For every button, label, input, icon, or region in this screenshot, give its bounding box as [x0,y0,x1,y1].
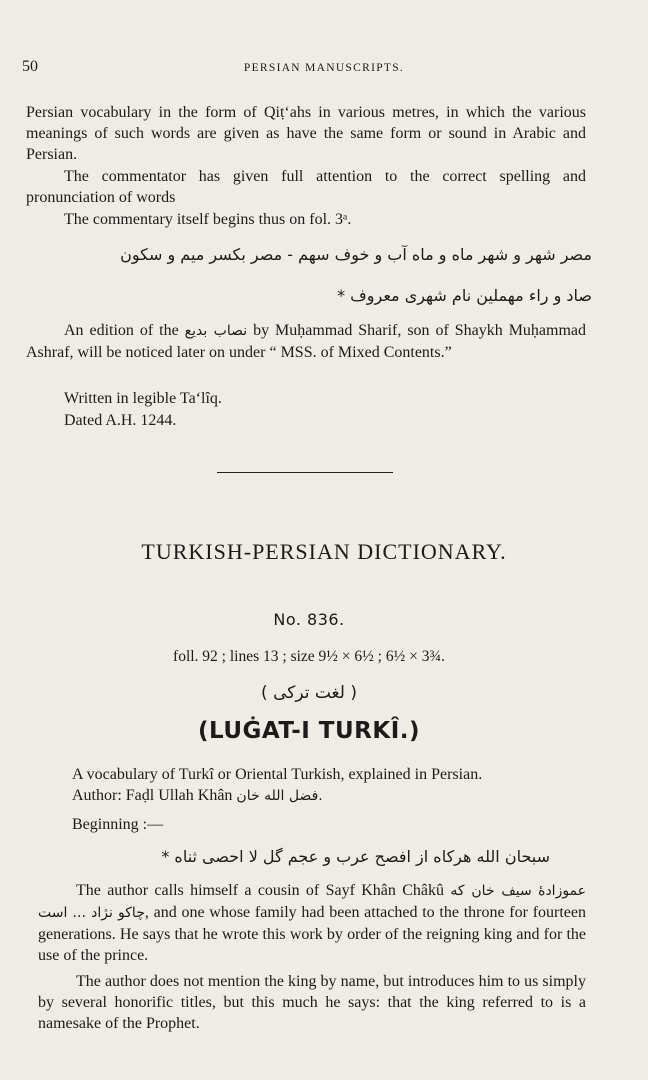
edition-note-arabic: نصاب بدیع [184,323,248,339]
prev-entry-paragraph-2 [26,166,586,208]
arabic-title: ( لغت ترکی ) [261,683,357,703]
section-divider [217,472,393,473]
page-number: 50 [22,58,38,75]
beginning-quote: سبحان الله هرکاه از افصح عرب و عجم گل لا احصی ثناه * [161,847,550,866]
transliterated-title: (LUĠAT-I TURKÎ.) [197,718,421,744]
edition-note-b: by Muḥammad Sharif, son of Shaykh Muḥammad Ashraf, will be noticed later on under “ MSS. of Mixed Contents.” [26,322,587,361]
written-note: Written in legible Ta‘lîq. [64,390,222,407]
beginning-label: Beginning :— [72,816,164,833]
cousin-text-a: The author calls himself a cousin of Sayf Khân Châkû [76,882,445,899]
author-arabic: فضل الله خان. [236,788,323,804]
cousin-arabic-2: سیف خان که چاکو نژاد ... است [38,883,532,921]
prev-entry-text-1: Persian vocabulary in the form of Qiṭ‘ahs in various metres, in which the various meanings of such words are given as have the same form or sound in Arabic and Persian. [26,104,586,163]
edition-note [26,320,586,363]
prev-entry-text-2: The commentator has given full attention to the correct spelling and pronunciation of words [26,168,586,206]
dated-note: Dated A.H. 1244. [64,412,177,429]
cousin-arabic-1: عموزادهٔ [538,883,587,899]
author-label: Author: Faḍl Ullah Khân [72,787,233,804]
prev-entry-paragraph-1 [26,102,586,165]
arabic-quote-line-1: مصر شهر و شهر ماه و ماه آب و خوف سهم - مصر بکسر میم و سکون [120,245,592,264]
king-text: The author does not mention the king by name, but introduces him to us simply by several honorific titles, but this much he says: that the king referred to is a namesake of the Prophet. [38,973,586,1032]
running-title: PERSIAN MANUSCRIPTS. [243,62,405,74]
prev-entry-paragraph-3: The commentary itself begins thus on fol. 3ᵃ. [64,211,352,228]
cousin-text-b: , and one whose family had been attached to the throne for fourteen generations. He says that he wrote this work by order of the reigning king and for the use of the prince. [38,904,587,964]
manuscript-number: No. 836. [273,610,345,629]
king-paragraph [38,971,586,1034]
description: A vocabulary of Turkî or Oriental Turkish, explained in Persian. [72,766,483,783]
section-title: TURKISH-PERSIAN DICTIONARY. [141,539,507,564]
author-line [72,785,592,807]
author-cousin-paragraph [38,880,586,966]
arabic-quote-line-2: صاد و راء مهملین نام شهری معروف * [337,286,592,305]
folio-details: foll. 92 ; lines 13 ; size 9½ × 6½ ; 6½ × 3¾. [173,648,445,665]
edition-note-a: An edition of the [64,322,179,339]
